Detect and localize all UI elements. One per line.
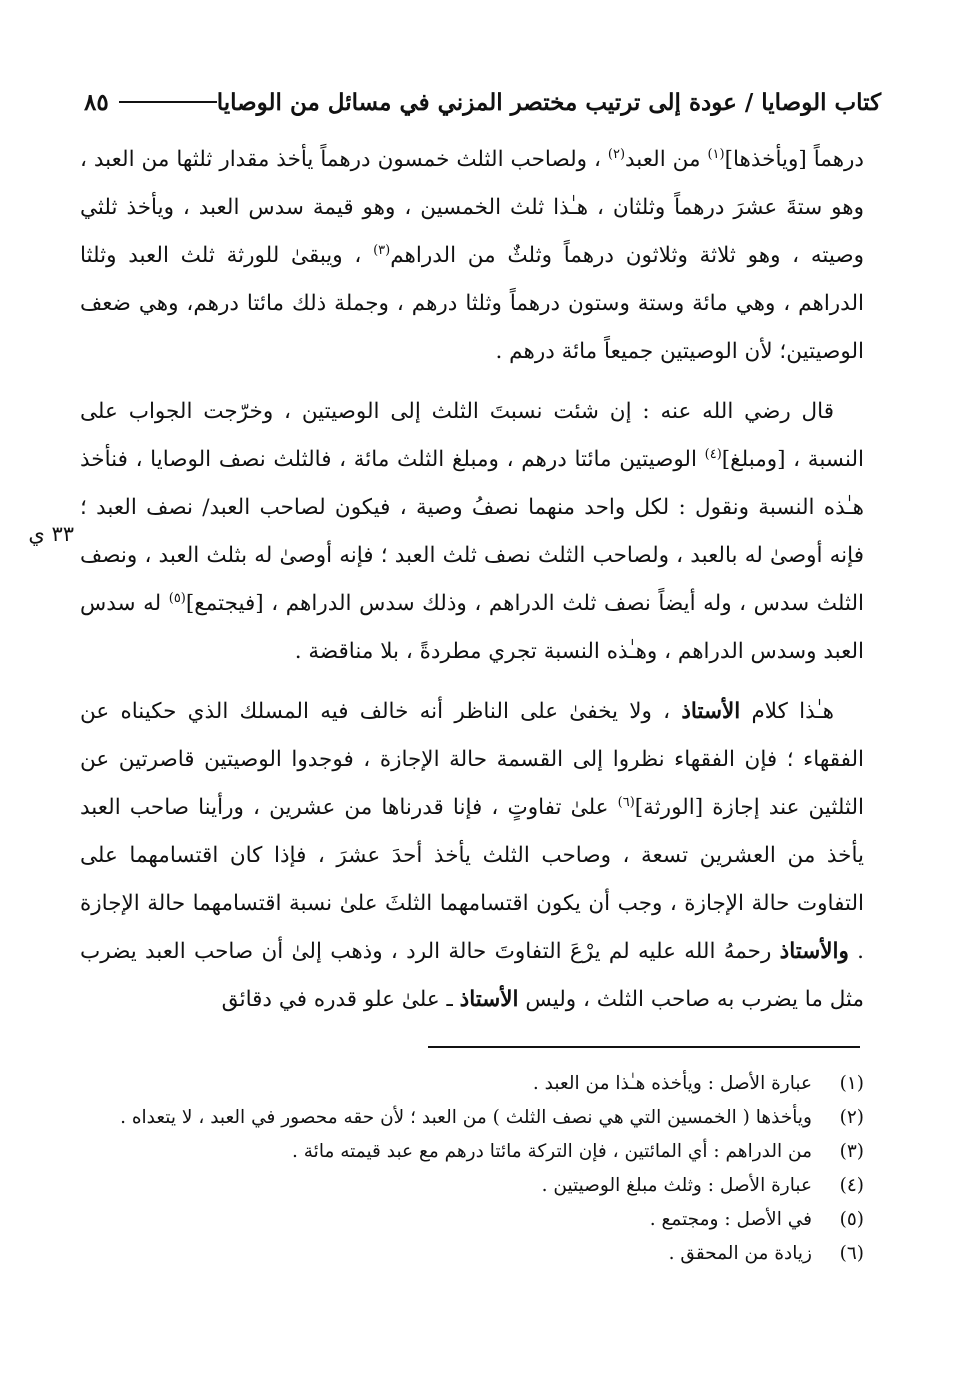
footnote-text: من الدراهم : أي المائتين ، فإن التركة مائتا درهم مع عبد قيمته مائة . (292, 1141, 812, 1162)
paragraph (80, 688, 864, 1024)
footnote (84, 1173, 864, 1199)
text-run: ، ولا يخفىٰ على الناظر أنه خالف فيه المسلك الذي حكيناه عن الفقهاء ؛ فإن الفقهاء نظروا إلى القسمة حالة الإجازة ، فوجدوا الوصيتين قاصرتين عن الثلثين عند إجازة [الورثة] (80, 699, 864, 820)
footnote-ref: (٦) (617, 794, 635, 810)
footnote-number: (٥) (839, 1209, 864, 1230)
footnote (84, 1241, 864, 1267)
text-run: قال رضي الله عنه : إن شئت نسبتَ الثلث إلى الوصيتين ، وخرّجت الجواب على النسبة ، [ومبلغ] (80, 399, 865, 472)
text-run: له سدس العبد وسدس الدراهم ، وهـٰذه النسبة تجري مطردةً ، بلا مناقضة . (80, 591, 864, 664)
footnote (84, 1105, 864, 1131)
footnote-text: عبارة الأصل : ويأخذه هـٰذا من العبد . (532, 1073, 812, 1094)
footnote-ref: (٤) (704, 446, 722, 462)
text-run: الوصيتين مائتا درهم ، ومبلغ الثلث مائة ، فالثلث نصف الوصايا ، فنأخذ هـٰذه النسبة ونقول : لكل واحد منهما نصفُ وصية ، فيكون لصاحب العبد/ نصف العبد ؛ فإنه أوصىٰ له بالعبد ، ولصاحب الثلث نصف ثلث العبد ؛ فإنه أوصىٰ له بثلث العبد ، ونصف الثلث سدس ، وله أيضاً نصف ثلث الدراهم ، وذلك سدس الدراهم ، [فيجتمع] (80, 447, 864, 616)
footnote (84, 1071, 864, 1097)
bold-term: والأستاذ (779, 939, 849, 964)
footnote-number: (٦) (839, 1243, 864, 1264)
paragraph (80, 388, 864, 676)
text-run: من العبد (625, 147, 708, 172)
footnote-ref: (٢) (607, 146, 626, 162)
footnote-number: (٣) (839, 1141, 864, 1162)
footnote-ref: (٥) (168, 590, 186, 606)
footnote-text: في الأصل : ومجتمع . (649, 1209, 812, 1230)
footnote-number: (١) (839, 1073, 864, 1094)
footnote-number: (٢) (839, 1107, 864, 1128)
footnote-text: ويأخذها ( الخمسين التي هي نصف الثلث ) من العبد ؛ لأن حقه محصور في العبد ، لا يتعداه . (120, 1107, 812, 1128)
footnotes (84, 1071, 864, 1275)
page-header (84, 80, 882, 124)
header-number-group (84, 89, 217, 116)
header-rule (119, 101, 217, 103)
text-run: ، ولصاحب الثلث خمسون درهماً يأخذ مقدار ثلثها من العبد ، وهو ستةَ عشرَ درهماً وثلثان ، هـٰذا ثلث الخمسين ، وهو قيمة سدس العبد ، ويأخذ ثلثي وصيته ، وهو ثلاثة وثلاثون درهماً وثلثٌ من الدراهم (80, 147, 865, 268)
footnote-ref: (١) (707, 146, 725, 162)
text-run: هـٰذا كلام (740, 699, 834, 724)
footnote-separator (428, 1046, 860, 1048)
footnote-text: عبارة الأصل : وثلث مبلغ الوصيتين . (541, 1175, 812, 1196)
text-run: ـ علىٰ علو قدره في دقائق (221, 987, 460, 1012)
running-title: كتاب الوصايا / عودة إلى ترتيب مختصر المزني في مسائل من الوصايا (216, 88, 882, 116)
text-run: درهماً [ويأخذها] (724, 147, 864, 172)
text-run: رحمهُ الله عليه لم يرْعَ التفاوتَ حالة الرد ، وذهب إلىٰ أن صاحب العبد يضرب مثل ما يضرب به صاحب الثلث ، وليس (80, 939, 864, 1012)
page-number: ٨٥ (84, 88, 109, 116)
paragraph (80, 136, 864, 376)
text-run: علىٰ تفاوتٍ ، فإنا قدرناها من عشرين ، ورأينا صاحب العبد يأخذ من العشرين تسعة ، وصاحب الثلث يأخذ أحدَ عشرَ ، فإذا كان اقتسامهما على التفاوت حالة الإجازة ، وجب أن يكون اقتسامهما الثلثَ علىٰ نسبة اقتسامهما حالة الإجازة . (80, 795, 864, 964)
text-run: ، ويبقىٰ للورثة ثلث العبد وثلثا الدراهم ، وهي مائة وستة وستون درهماً وثلثا درهم ، وجملة ذلك مائتا درهم، وهي ضعف الوصيتين؛ لأن الوصيتين جميعاً مائة درهم . (80, 243, 864, 364)
bold-term: الأستاذ (459, 987, 519, 1012)
footnote-text: زيادة من المحقق . (668, 1243, 812, 1264)
margin-folio-note: ٣٣ ي (28, 522, 74, 546)
main-text (80, 136, 864, 1024)
footnote-number: (٤) (839, 1175, 864, 1196)
bold-term: الأستاذ (681, 699, 741, 724)
footnote (84, 1139, 864, 1165)
footnote (84, 1207, 864, 1233)
footnote-ref: (٣) (373, 242, 391, 258)
